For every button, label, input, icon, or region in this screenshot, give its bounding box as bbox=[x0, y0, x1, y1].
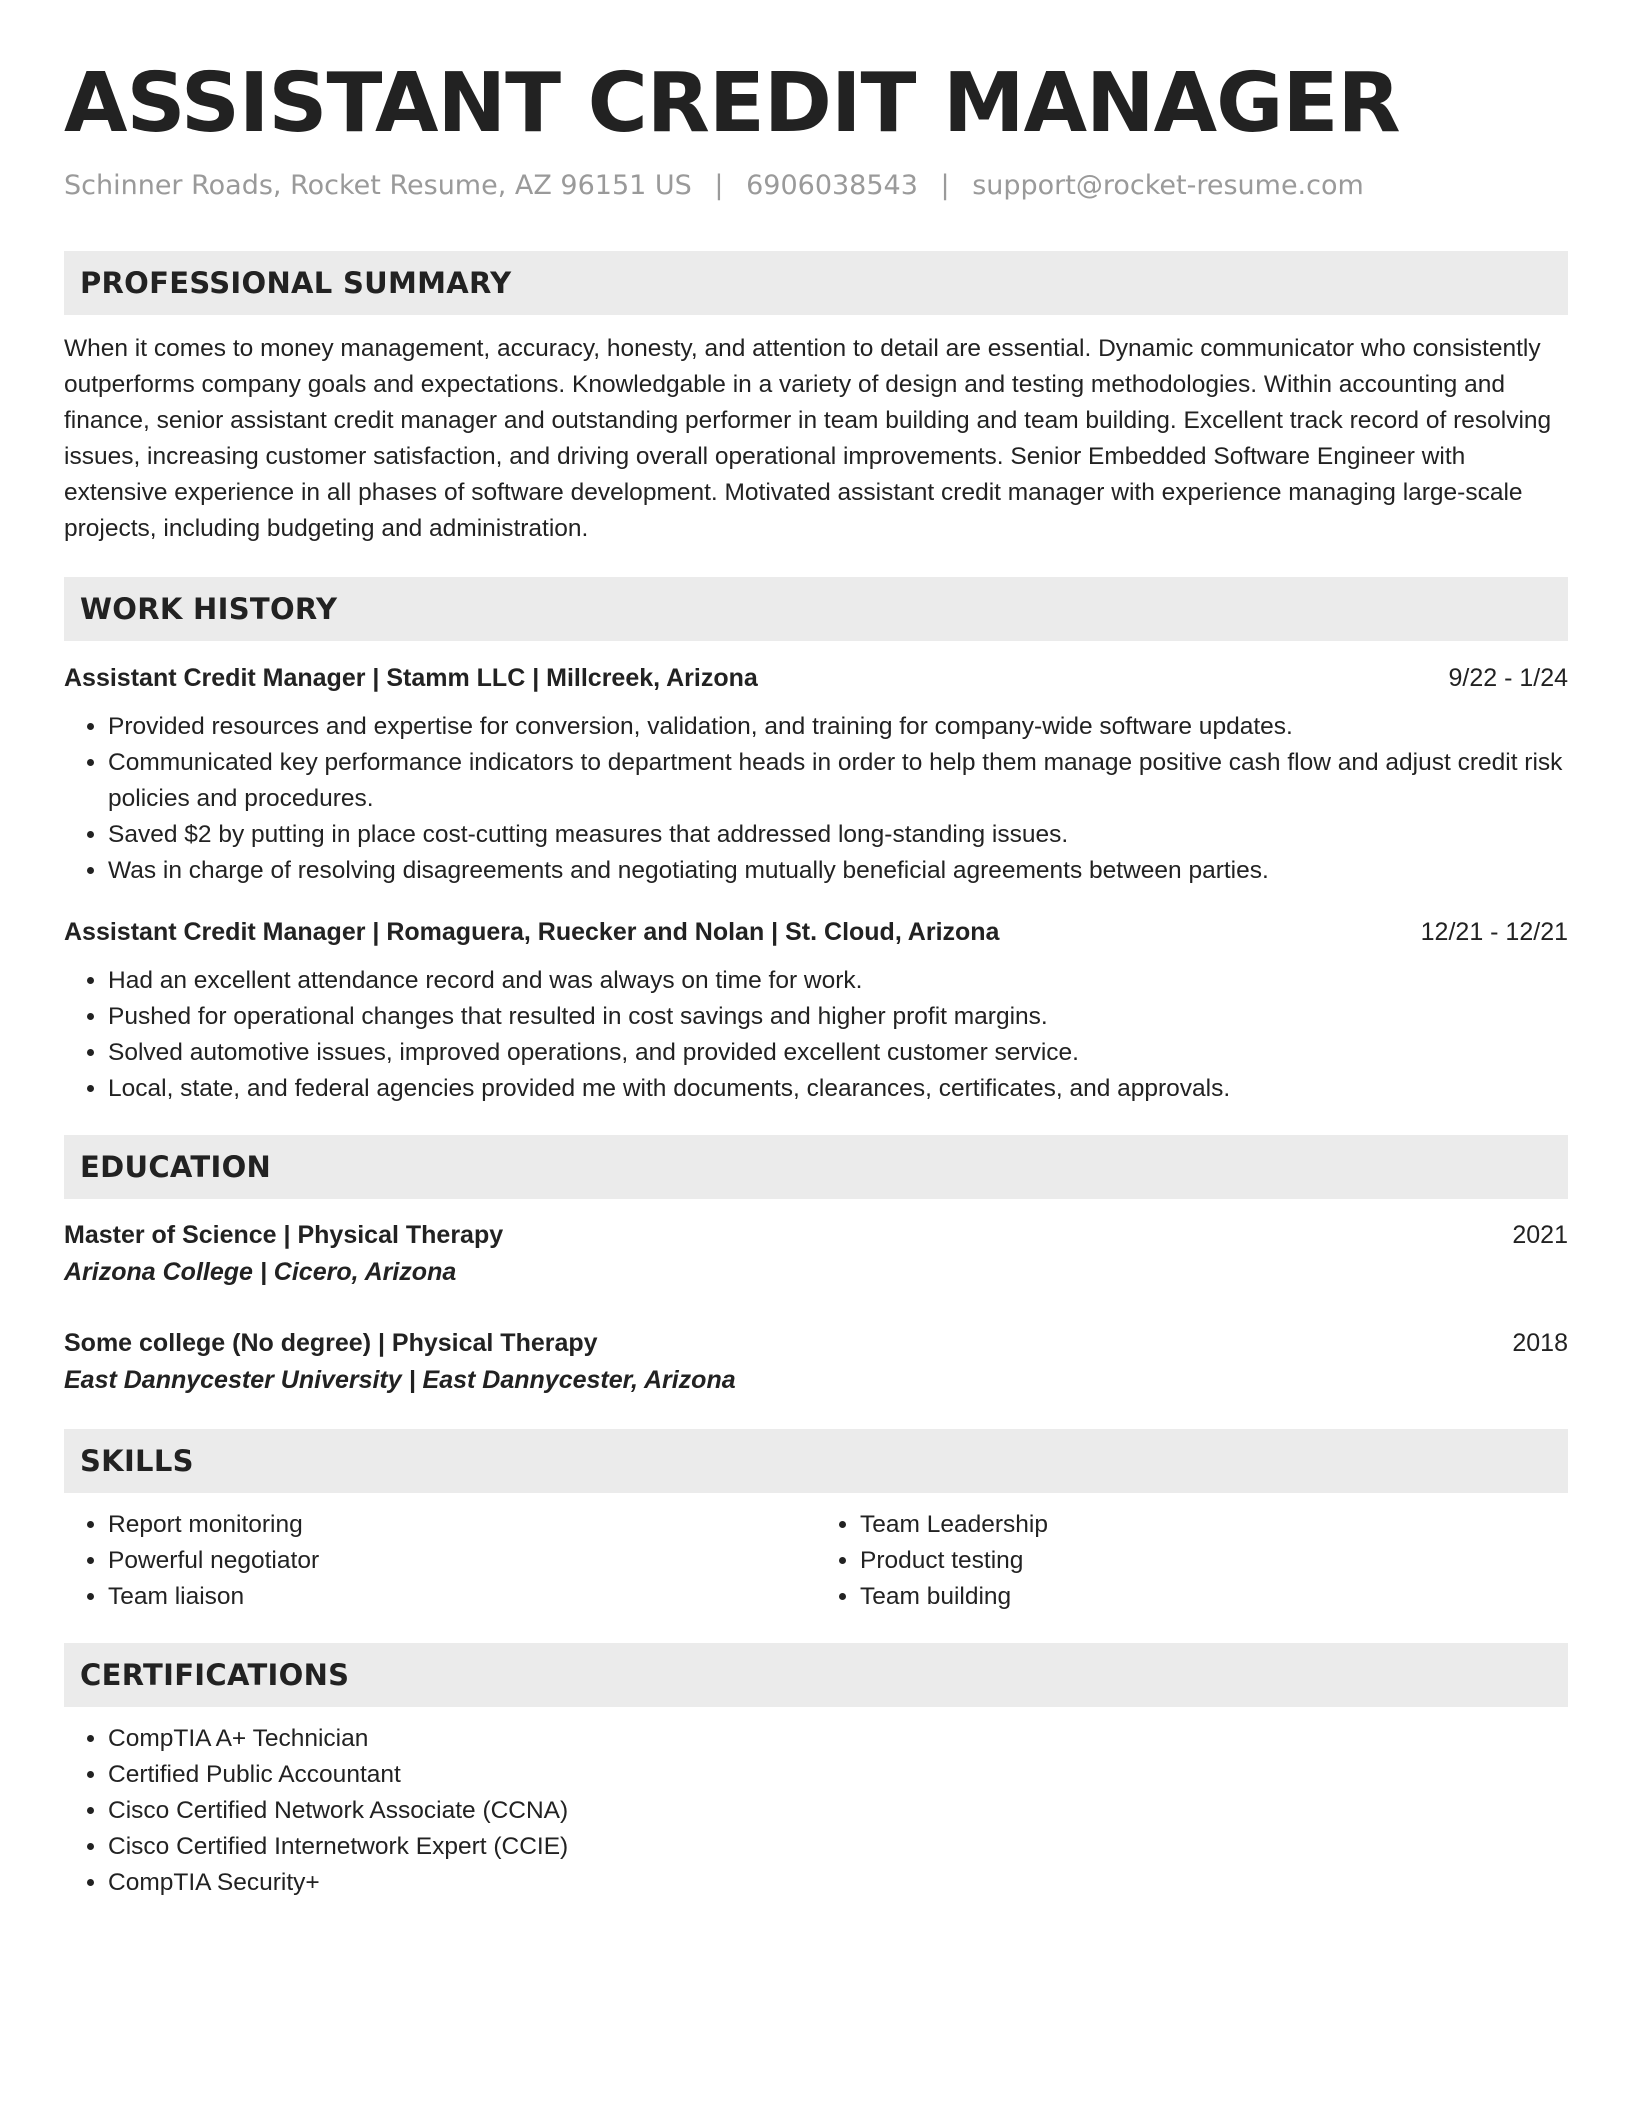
certifications-list bbox=[64, 1721, 1568, 1901]
section-title: EDUCATION bbox=[80, 1150, 272, 1184]
contact-phone: 6906038543 bbox=[746, 170, 918, 201]
job-title: Assistant Credit Manager | Stamm LLC | Millcreek, Arizona bbox=[64, 664, 758, 692]
job-date: 12/21 - 12/21 bbox=[1420, 918, 1568, 946]
section-title: WORK HISTORY bbox=[80, 592, 338, 626]
job-date: 9/22 - 1/24 bbox=[1448, 664, 1568, 692]
list-item: • CompTIA A+ Technician bbox=[108, 1721, 1568, 1757]
resume-title: ASSISTANT CREDIT MANAGER bbox=[64, 56, 1400, 151]
job-bullets bbox=[64, 709, 1568, 889]
school-name: Arizona College | Cicero, Arizona bbox=[64, 1258, 457, 1286]
job-entry bbox=[64, 661, 1568, 889]
education-entry bbox=[64, 1325, 1568, 1399]
contact-separator: | bbox=[714, 170, 724, 201]
job-entry bbox=[64, 915, 1568, 1107]
contact-line bbox=[64, 170, 1568, 201]
section-title: CERTIFICATIONS bbox=[80, 1658, 350, 1692]
degree-title: Master of Science | Physical Therapy bbox=[64, 1221, 504, 1249]
education-entry bbox=[64, 1217, 1568, 1291]
list-item: • Saved $2 by putting in place cost-cutting measures that addressed long-standing issues. bbox=[108, 817, 1568, 853]
list-item: • Powerful negotiator bbox=[108, 1543, 816, 1579]
education-year: 2021 bbox=[1512, 1221, 1568, 1249]
education-header bbox=[64, 1325, 1568, 1361]
job-bullets bbox=[64, 963, 1568, 1107]
contact-email: support@rocket-resume.com bbox=[972, 170, 1364, 201]
list-item: • Team Leadership bbox=[860, 1507, 1568, 1543]
section-title: PROFESSIONAL SUMMARY bbox=[80, 266, 512, 300]
list-item: • Was in charge of resolving disagreements and negotiating mutually beneficial agreements between parties. bbox=[108, 853, 1568, 889]
job-header bbox=[64, 661, 1568, 695]
list-item: • CompTIA Security+ bbox=[108, 1865, 1568, 1901]
section-header-education bbox=[64, 1135, 1568, 1199]
school-name: East Dannycester University | East Dannycester, Arizona bbox=[64, 1366, 736, 1394]
skills-column-left bbox=[64, 1507, 816, 1615]
job-header bbox=[64, 915, 1568, 949]
list-item: • Team building bbox=[860, 1579, 1568, 1615]
contact-separator: | bbox=[940, 170, 950, 201]
degree-title: Some college (No degree) | Physical Therapy bbox=[64, 1329, 598, 1357]
contact-address: Schinner Roads, Rocket Resume, AZ 96151 US bbox=[64, 170, 692, 201]
list-item: • Pushed for operational changes that resulted in cost savings and higher profit margins. bbox=[108, 999, 1568, 1035]
education-year: 2018 bbox=[1512, 1329, 1568, 1357]
list-item: • Local, state, and federal agencies provided me with documents, clearances, certificates, and approvals. bbox=[108, 1071, 1568, 1107]
list-item: • Cisco Certified Network Associate (CCNA) bbox=[108, 1793, 1568, 1829]
section-header-summary bbox=[64, 251, 1568, 315]
list-item: • Cisco Certified Internetwork Expert (CCIE) bbox=[108, 1829, 1568, 1865]
summary-text: When it comes to money management, accuracy, honesty, and attention to detail are essential. Dynamic communicator who consistently outperforms company goals and expectations. Knowledgable in a variety of design and testing methodologies. Within accounting and finance, senior assistant credit manager and outstanding performer in team building and team building. Excellent track record of resolving issues, increasing customer satisfaction, and driving overall operational improvements. Senior Embedded Software Engineer with extensive experience in all phases of software development. Motivated assistant credit manager with experience managing large-scale projects, including budgeting and administration. bbox=[64, 335, 1552, 542]
skills-list bbox=[64, 1507, 1568, 1615]
list-item: • Communicated key performance indicators to department heads in order to help them manage positive cash flow and adjust credit risk policies and procedures. bbox=[108, 745, 1568, 817]
list-item: • Had an excellent attendance record and was always on time for work. bbox=[108, 963, 1568, 999]
list-item: • Solved automotive issues, improved operations, and provided excellent customer service. bbox=[108, 1035, 1568, 1071]
skills-column-right bbox=[816, 1507, 1568, 1615]
list-item: • Certified Public Accountant bbox=[108, 1757, 1568, 1793]
section-header-certifications bbox=[64, 1643, 1568, 1707]
section-title: SKILLS bbox=[80, 1444, 194, 1478]
list-item: • Team liaison bbox=[108, 1579, 816, 1615]
education-header bbox=[64, 1217, 1568, 1253]
section-header-skills bbox=[64, 1429, 1568, 1493]
list-item: • Product testing bbox=[860, 1543, 1568, 1579]
list-item: • Provided resources and expertise for conversion, validation, and training for company-wide software updates. bbox=[108, 709, 1568, 745]
list-item: • Report monitoring bbox=[108, 1507, 816, 1543]
section-header-work-history bbox=[64, 577, 1568, 641]
job-title: Assistant Credit Manager | Romaguera, Ruecker and Nolan | St. Cloud, Arizona bbox=[64, 918, 1000, 946]
